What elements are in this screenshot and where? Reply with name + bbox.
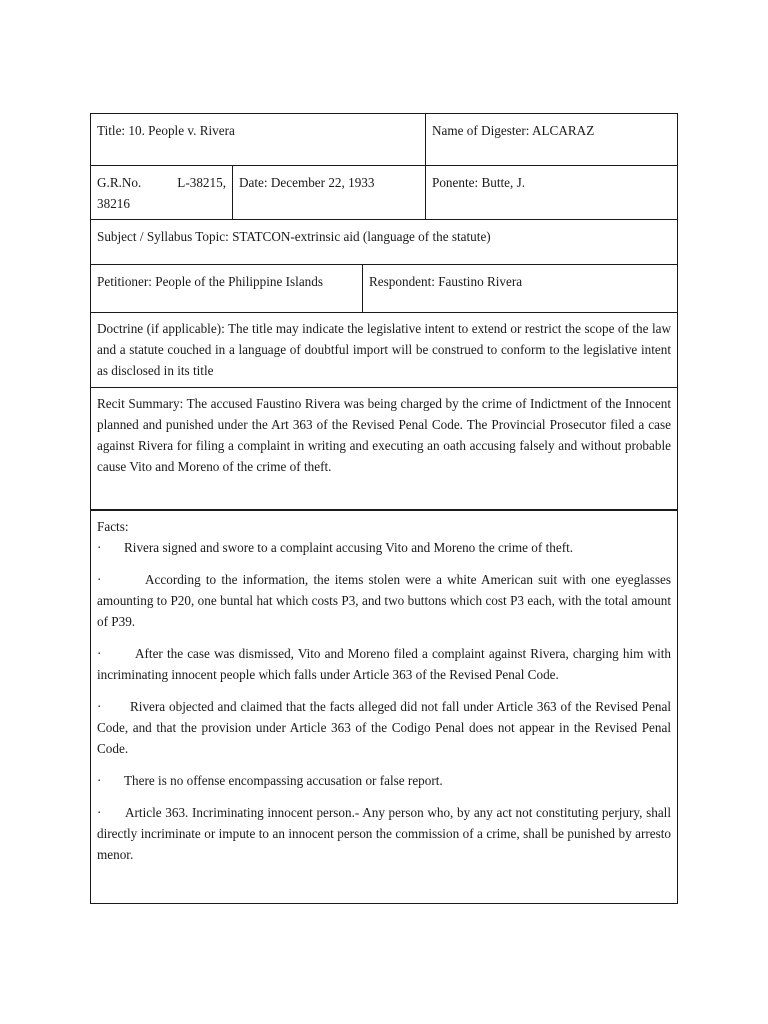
doctrine-cell [91, 313, 677, 387]
respondent-cell [362, 265, 677, 312]
doctrine-text: Doctrine (if applicable): The title may indicate the legislative intent to extend or restrict the scope of the law and a statute couched in a language of doubtful import will be construed to conform to the legislative intent as disclosed in its title [97, 321, 671, 378]
grno-label: G.R.No. [97, 175, 142, 190]
grno-row [91, 166, 677, 220]
fact-item: · After the case was dismissed, Vito and Moreno filed a complaint against Rivera, charging him with incriminating innocent people which falls under Article 363 of the Revised Penal Code. [97, 643, 671, 685]
decision-date: Date: December 22, 1933 [239, 175, 375, 190]
facts-heading: Facts: [97, 519, 129, 534]
digester-cell [425, 114, 677, 165]
fact-item: · Rivera objected and claimed that the facts alleged did not fall under Article 363 of the Revised Penal Code, and that the provision under Article 363 of the Codigo Penal does not appear in the Revised Penal Code. [97, 696, 671, 759]
grno-number: L-38215, [177, 175, 226, 190]
bullet-icon: · [97, 699, 102, 714]
fact-item: · Article 363. Incriminating innocent person.- Any person who, by any act not constituting perjury, shall directly incriminate or impute to an innocent person the commission of a crime, shall be punished by arresto menor. [97, 802, 671, 865]
petitioner: Petitioner: People of the Philippine Islands [97, 274, 323, 289]
bullet-icon: · [97, 540, 102, 555]
ponente-cell [425, 166, 677, 219]
petitioner-cell [91, 265, 362, 312]
fact-item: · Rivera signed and swore to a complaint accusing Vito and Moreno the crime of theft. [97, 537, 671, 558]
parties-row [91, 265, 677, 313]
recit-cell [91, 388, 677, 509]
grno-cell [91, 166, 232, 219]
recit-summary: Recit Summary: The accused Faustino Rivera was being charged by the crime of Indictment of the Innocent planned and punished under the Art 363 of the Revised Penal Code. The Provincial Prosecutor filed a case against Rivera for filing a complaint in writing and executing an oath accusing falsely and without probable cause Vito and Moreno of the crime of theft. [97, 396, 671, 474]
ponente: Ponente: Butte, J. [432, 175, 526, 190]
date-cell [232, 166, 425, 219]
subject-topic: Subject / Syllabus Topic: STATCON-extrinsic aid (language of the statute) [97, 229, 491, 244]
facts-row [91, 511, 677, 903]
grno-number-2: 38216 [97, 196, 130, 211]
case-digest-table [90, 113, 678, 904]
bullet-icon: · [97, 572, 102, 587]
respondent: Respondent: Faustino Rivera [369, 274, 523, 289]
facts-cell [91, 511, 677, 903]
digester-name: Name of Digester: ALCARAZ [432, 123, 595, 138]
recit-row [91, 388, 677, 511]
title-cell [91, 114, 425, 165]
subject-cell [91, 220, 677, 264]
title-row [91, 114, 677, 166]
bullet-icon: · [97, 646, 102, 661]
subject-row [91, 220, 677, 265]
doctrine-row [91, 313, 677, 388]
case-title: Title: 10. People v. Rivera [97, 123, 235, 138]
bullet-icon: · [97, 805, 102, 820]
bullet-icon: · [97, 773, 102, 788]
fact-item: · There is no offense encompassing accusation or false report. [97, 770, 671, 791]
fact-item: · According to the information, the items stolen were a white American suit with one eyeglasses amounting to P20, one buntal hat which costs P3, and two buttons which cost P3 each, with the total amount of P39. [97, 569, 671, 632]
